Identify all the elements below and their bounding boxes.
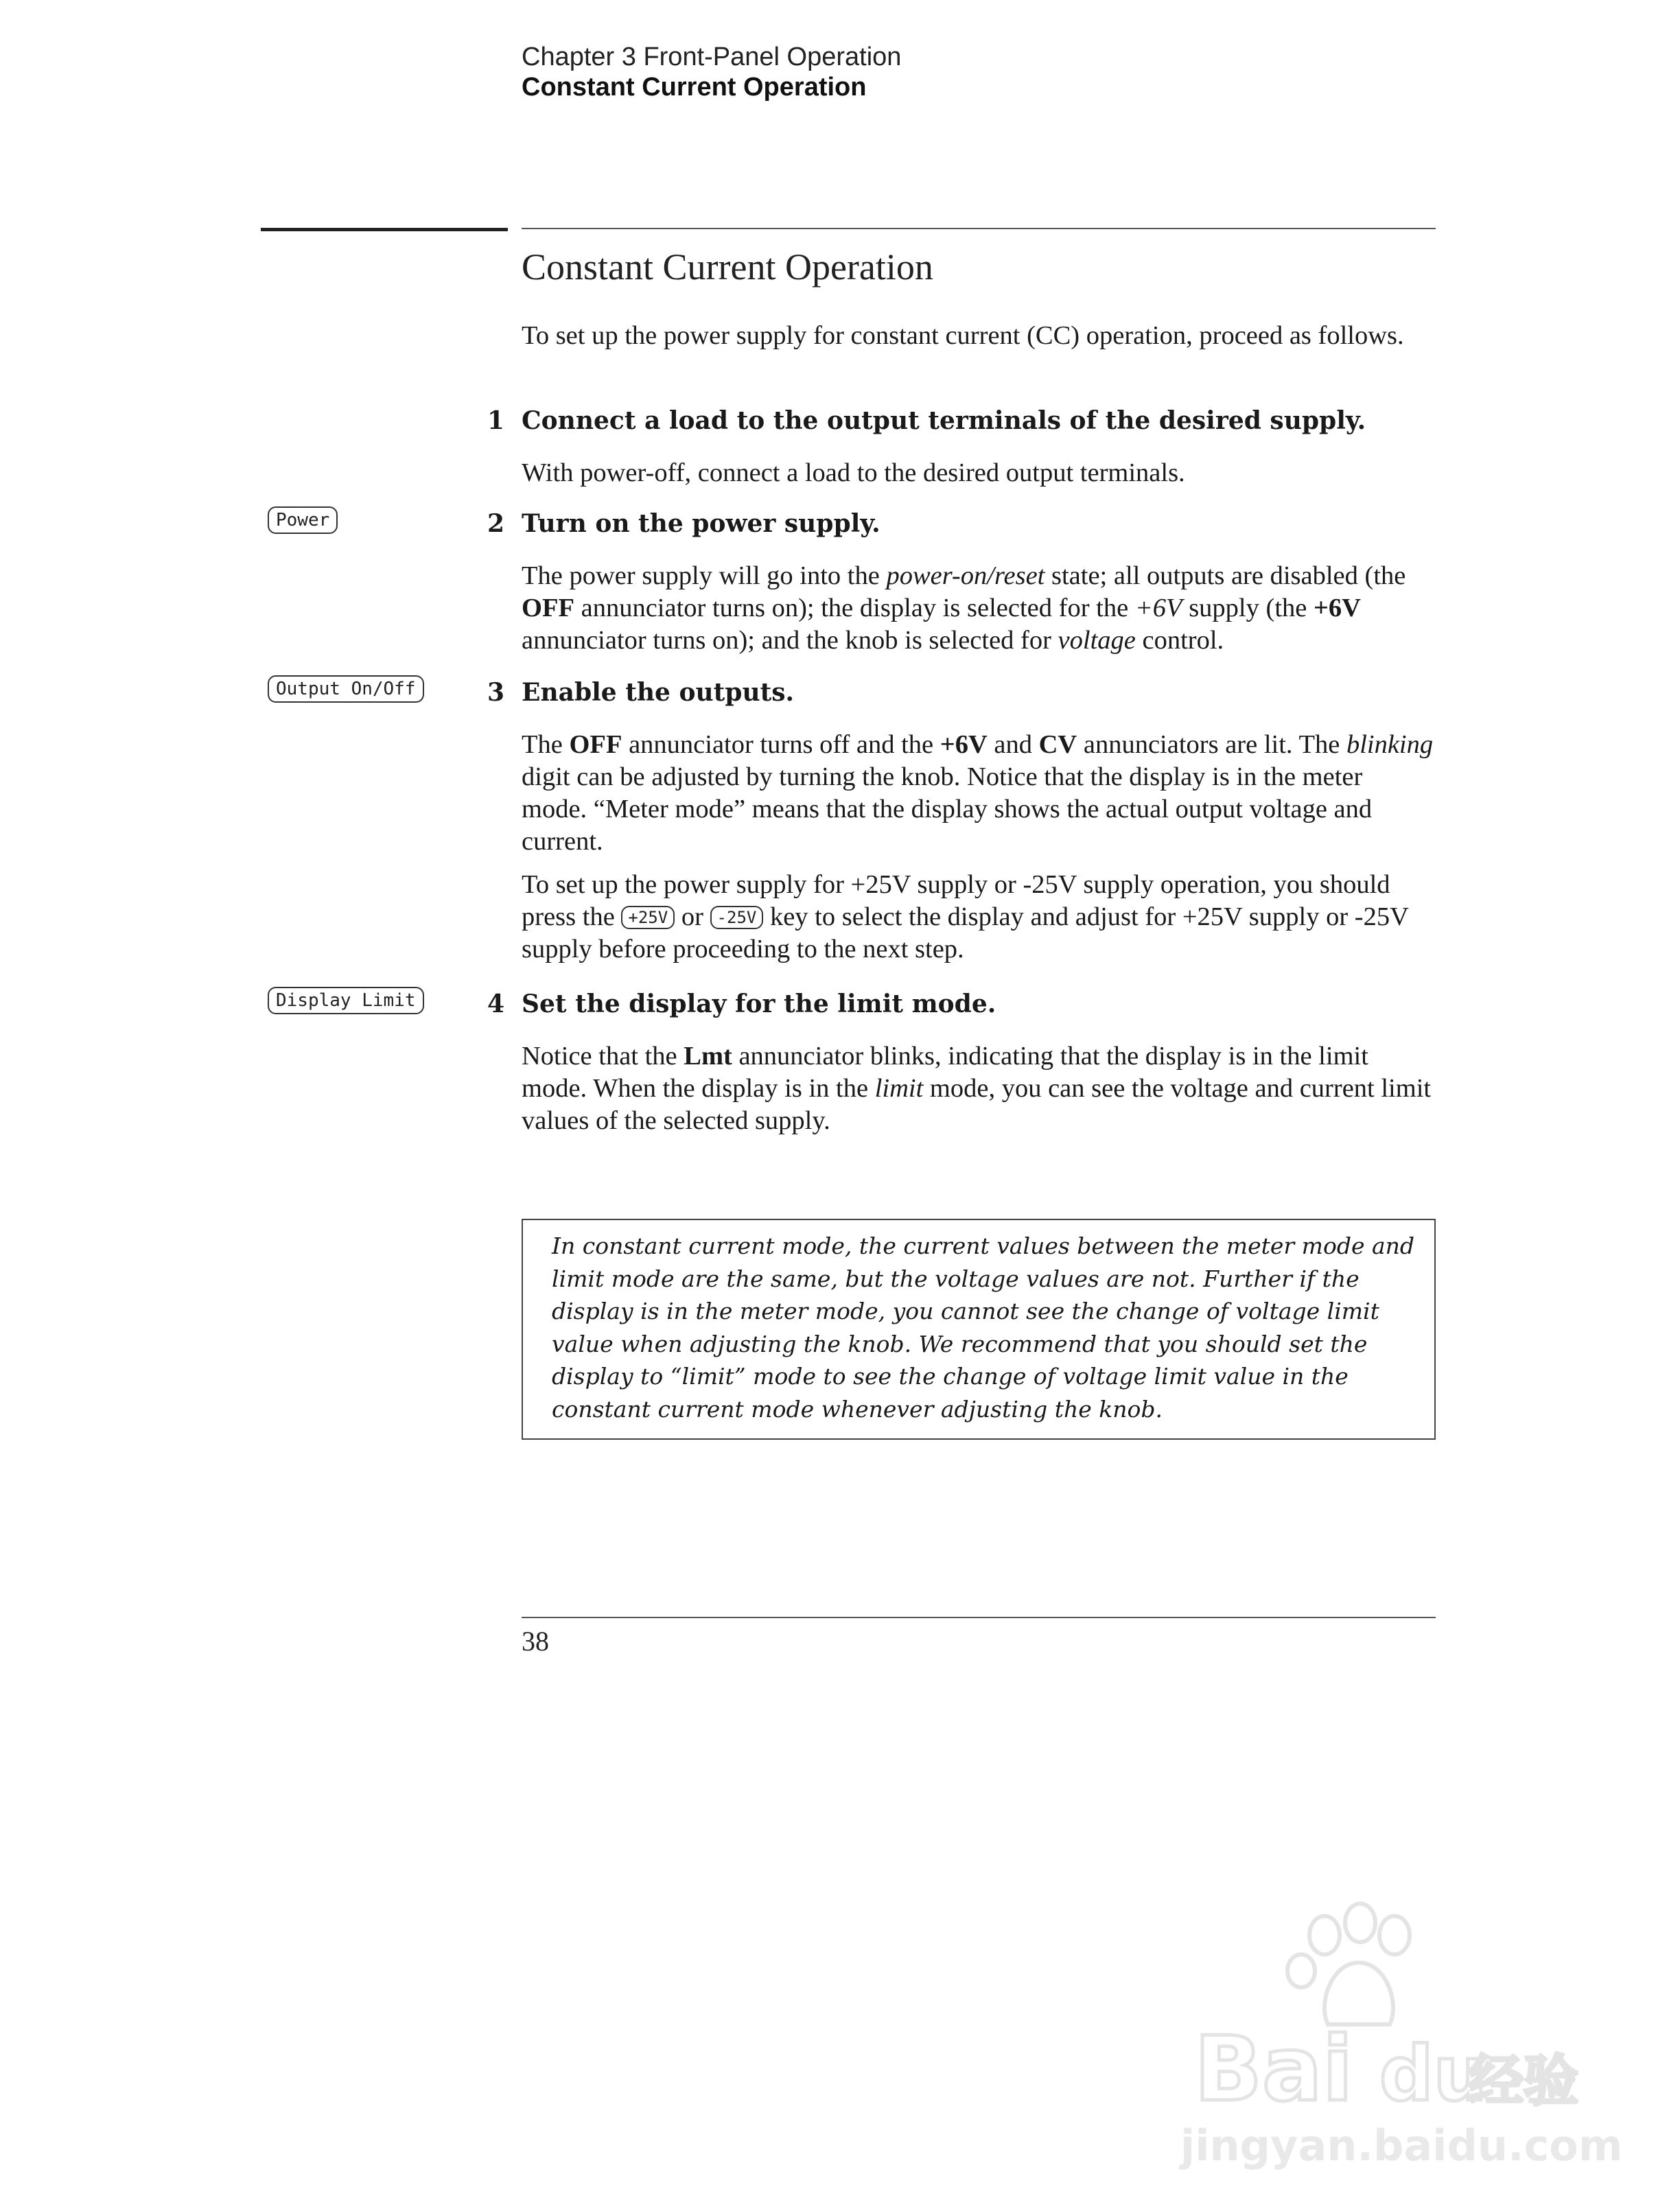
- step-number: 4: [487, 990, 505, 1018]
- step-title: Connect a load to the output terminals of the desired supply.: [522, 406, 1366, 435]
- step-body: With power-off, connect a load to the desired output terminals.: [522, 458, 1185, 487]
- chapter-header: Chapter 3 Front-Panel Operation: [522, 43, 902, 71]
- note-box: In constant current mode, the current values between the meter mode and limit mode are the same, but the voltage values are not. Further if the display is in the meter mode, you cannot see the change of voltage limit value when adjusting the knob. We recommend that you should set the display to “limit” mode to see the change of voltage limit value in the constant current mode whenever adjusting the knob.: [522, 1219, 1436, 1440]
- step-title: Turn on the power supply.: [522, 509, 880, 538]
- step-body: The power supply will go into the power-on/reset state; all outputs are disabled (the OFF annunciator turns on); the display is selected for the +6V supply (the +6V annunciator turns on); and the knob is selected for voltage control.: [522, 561, 1406, 655]
- svg-text:du: du: [1379, 2030, 1488, 2118]
- svg-text:Bai: Bai: [1194, 2017, 1353, 2121]
- output-on-off-key: [268, 675, 424, 703]
- step-number: 1: [487, 406, 505, 435]
- footer-rule: [522, 1617, 1436, 1618]
- svg-text:经验: 经验: [1469, 2049, 1578, 2113]
- step-title: Enable the outputs.: [522, 678, 795, 707]
- step-body-2: To set up the power supply for +25V supply or -25V supply operation, you should press the +25V or -25V key to select the display and adjust for +25V supply or -25V supply before proceeding to the next step.: [522, 870, 1409, 963]
- intro-paragraph: To set up the power supply for constant current (CC) operation, proceed as follows.: [522, 321, 1404, 350]
- step-title: Set the display for the limit mode.: [522, 990, 996, 1018]
- step-number: 3: [487, 678, 505, 707]
- step-body: The OFF annunciator turns off and the +6V and CV annunciators are lit. The blinking digit can be adjusted by turning the knob. Notice that the display is in the meter mode. “Meter mode” means that the display shows the actual output voltage and current.: [522, 730, 1434, 856]
- section-header: Constant Current Operation: [522, 73, 867, 102]
- baidu-watermark: [1180, 1894, 1623, 2182]
- section-rule-thick: [261, 228, 508, 231]
- plus-25v-key: +25V: [621, 906, 675, 929]
- step-number: 2: [487, 509, 505, 538]
- section-title: Constant Current Operation: [522, 246, 933, 288]
- display-limit-key: [268, 987, 424, 1014]
- display-limit-key-label: Display Limit: [268, 987, 424, 1014]
- minus-25v-key: -25V: [710, 906, 764, 929]
- section-rule-thin: [522, 228, 1436, 229]
- output-on-off-key-label: Output On/Off: [268, 675, 424, 703]
- page-number: 38: [522, 1626, 549, 1657]
- power-key-label: Power: [268, 506, 338, 534]
- watermark-url: jingyan.baidu.com: [1180, 2120, 1623, 2171]
- power-key: [268, 506, 338, 534]
- step-body: Notice that the Lmt annunciator blinks, indicating that the display is in the limit mode. When the display is in the limit mode, you can see the voltage and current limit values of the selected supply.: [522, 1042, 1432, 1135]
